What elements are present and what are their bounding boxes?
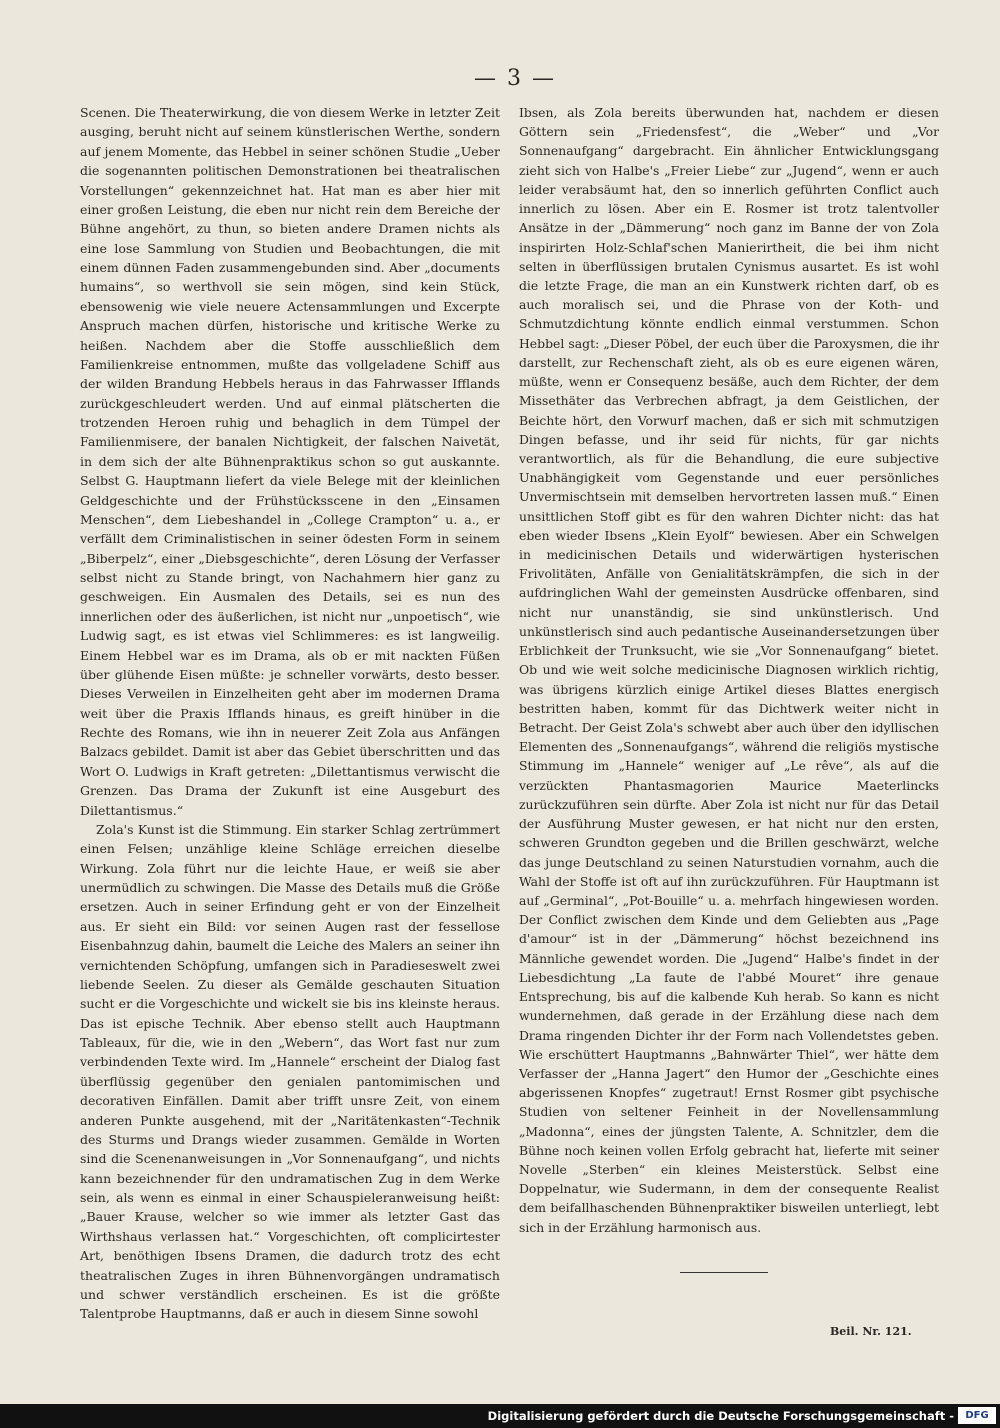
left-column: [80, 103, 500, 1324]
supplement-signature: Beil. Nr. 121.: [830, 1325, 912, 1338]
footer-credit: Digitalisierung gefördert durch die Deutsche Forschungsgemeinschaft -: [487, 1409, 954, 1423]
section-divider: [680, 1272, 768, 1273]
page-number: — 3 —: [474, 66, 556, 91]
right-column: [519, 103, 939, 1237]
dfg-logo-icon: DFG: [958, 1407, 996, 1424]
paragraph: Zola's Kunst ist die Stimmung. Ein starker Schlag zertrümmert einen Felsen; unzählige kleine Schläge erreichen dieselbe Wirkung. Zola führt nur die leichte Haue, er weiß sie aber unermüdlich zu schwingen. Die Masse des Details muß die Größe ersetzen. Auch in seiner Erfindung geht er von der Einzelheit aus. Er sieht ein Bild: vor seinen Augen rast der fessellose Eisenbahnzug dahin, baumelt die Leiche des Malers an seiner ihn vernichtenden Schöpfung, umfangen sich in Paradieseswelt zwei liebende Seelen. Zu dieser als Gemälde geschauten Situation sucht er die Vorgeschichte und wickelt sie bis ins kleinste heraus. Das ist epische Technik. Aber ebenso stellt auch Hauptmann Tableaux, für die, wie in den „Webern“, das Wort fast nur zum verbindenden Texte wird. Im „Hannele“ erscheint der Dialog fast überflüssig gegenüber den genialen pantomimischen und decorativen Einfällen. Damit aber trifft unsre Zeit, von einem anderen Punkte ausgehend, mit der „Naritätenkasten“-Technik des Sturms und Drangs wieder zusammen. Gemälde in Worten sind die Scenenanweisungen in „Vor Sonnenaufgang“, und nichts kann bezeichnender für den undramatischen Zug in dem Werke sein, als wenn es einmal in einer Schauspieleranweisung heißt: „Bauer Krause, welcher so wie immer als letzter Gast das Wirthshaus verlassen hat.“ Vorgeschichten, oft complicirtester Art, benöthigen Ibsens Dramen, die dadurch trotz des echt theatralischen Zuges in ihren Bühnenvorgängen undramatisch und schwer verständlich erscheinen. Es ist die größte Talentprobe Hauptmanns, daß er auch in diesem Sinne sowohl: [80, 821, 500, 1322]
paragraph: Ibsen, als Zola bereits überwunden hat, nachdem er diesen Göttern sein „Friedensfest“, die „Weber“ und „Vor Sonnenaufgang“ dargebracht. Ein ähnlicher Entwicklungsgang zieht sich von Halbe's „Freier Liebe“ zur „Jugend“, wenn er auch leider verabsäumt hat, den so innerlich geführten Conflict auch innerlich zu lösen. Aber ein E. Rosmer ist trotz talentvoller Ansätze in der „Dämmerung“ noch ganz im Banne der von Zola inspirirten Holz-Schlaf'schen Manierirtheit, die bei ihm nicht selten in überflüssigen brutalen Cynismus ausartet. Es ist wohl die letzte Frage, die man an ein Kunstwerk richten darf, ob es auch moralisch sei, und die Phrase von der Koth- und Schmutzdichtung könnte endlich einmal verstummen. Schon Hebbel sagt: „Dieser Pöbel, der euch über die Paroxysmen, die ihr darstellt, zur Rechenschaft zieht, als ob es eure eigenen wären, müßte, wenn er Consequenz besäße, auch dem Richter, der dem Missethäter das Verbrechen abfragt, ja dem Geistlichen, der Beichte hört, den Vorwurf machen, daß er sich mit schmutzigen Dingen befasse, und ihr seid für nichts, für gar nichts verantwortlich, als für die Behandlung, die eure subjective Unabhängigkeit vom Gegenstande und euer persönliches Unvermischtsein mit demselben hervortreten lassen muß.“ Einen unsittlichen Stoff gibt es für den wahren Dichter nicht: das hat eben wieder Ibsens „Klein Eyolf“ bewiesen. Aber ein Schwelgen in medicinischen Details und widerwärtigen hysterischen Frivolitäten, Anfälle von Genialitätskrämpfen, die sich in der aufdringlichen Wahl der gemeinsten Ausdrücke offenbaren, sind nicht nur unanständig, sie sind unkünstlerisch. Und unkünstlerisch sind auch pedantische Auseinandersetzungen über Erblichkeit der Trunksucht, wie sie „Vor Sonnenaufgang“ bietet. Ob und wie weit solche medicinische Diagnosen wirklich richtig, was übrigens kürzlich einige Artikel dieses Blattes energisch bestritten haben, kommt für das Dichtwerk weiter nicht in Betracht. Der Geist Zola's schwebt aber auch über den idyllischen Elementen des „Sonnenaufgangs“, während die religiös mystische Stimmung im „Hannele“ weniger auf „Le rêve“, als auf die verzückten Phantasmagorien Maurice Maeterlincks zurückzuführen sein dürfte. Aber Zola ist nicht nur für das Detail der Ausführung Muster gewesen, er hat nicht nur den ersten, schweren Grundton gegeben und die Brillen geschwärzt, welche das junge Deutschland zu seinen Naturstudien vornahm, auch die Wahl der Stoffe ist oft auf ihn zurückzuführen. Für Hauptmann ist auf „Germinal“, „Pot-Bouille“ u. a. mehrfach hingewiesen worden. Der Conflict zwischen dem Kinde und dem Geliebten aus „Page d'amour“ ist in der „Dämmerung“ höchst bezeichnend ins Männliche gewendet worden. Die „Jugend“ Halbe's findet in der Liebesdichtung „La faute de l'abbé Mouret“ ihre genaue Entsprechung, bis auf die kalbende Kuh herab. So kann es nicht wundernehmen, daß gerade in der Erzählung diese nach dem Drama ringenden Dichter ihr der Form nach Vollendetstes geben. Wie erschüttert Hauptmanns „Bahnwärter Thiel“, wer hätte dem Verfasser der „Hanna Jagert“ den Humor der „Geschichte eines abgerissenen Knopfes“ zugetraut! Ernst Rosmer gibt psychische Studien von seltener Feinheit in der Novellensammlung „Madonna“, eines der jüngsten Talente, A. Schnitzler, dem die Bühne noch keinen vollen Erfolg gebracht hat, lieferte mit seiner Novelle „Sterben“ ein kleines Meisterstück. Selbst eine Doppelnatur, wie Sudermann, in dem der consequente Realist dem beifallhaschenden Bühnenpraktiker bisweilen unterliegt, lebt sich in der Erzählung harmonisch aus.: [519, 105, 939, 1235]
digitization-footer: [0, 1404, 1000, 1428]
paragraph: Scenen. Die Theaterwirkung, die von diesem Werke in letzter Zeit ausging, beruht nicht auf seinem künstlerischen Werthe, sondern auf jenem Momente, das Hebbel in seiner schönen Studie „Ueber die sogenannten politischen Demonstrationen bei theatralischen Vorstellungen“ gekennzeichnet hat. Hat man es aber hier mit einer großen Leistung, die eben nur nicht rein dem Bereiche der Bühne angehört, zu thun, so bieten andere Dramen nichts als eine lose Sammlung von Studien und Beobachtungen, die mit einem dünnen Faden zusammengebunden sind. Aber „documents humains“, so werthvoll sie sein mögen, sind kein Stück, ebensowenig wie viele neuere Actensammlungen und Excerpte Anspruch machen dürfen, historische und kritische Werke zu heißen. Nachdem aber die Stoffe ausschließlich dem Familienkreise entnommen, mußte das vollgeladene Schiff aus der wilden Brandung Hebbels heraus in das Fahrwasser Ifflands zurückgeschleudert werden. Und auf einmal plätscherten die trotzenden Heroen ruhig und behaglich in dem Tümpel der Familienmisere, der banalen Nichtigkeit, der falschen Naivetät, in dem sich der alte Bühnenpraktikus schon so gut auskannte. Selbst G. Hauptmann liefert da viele Belege mit der kleinlichen Geldgeschichte und der Frühstücksscene in den „Einsamen Menschen“, dem Liebeshandel in „College Crampton“ u. a., er verfällt dem Criminalistischen in seiner ödesten Form in seinem „Biberpelz“, einer „Diebsgeschichte“, deren Lösung der Verfasser selbst nicht zu Stande bringt, von Nachahmern hier ganz zu geschweigen. Ein Ausmalen des Details, sei es nun des innerlichen oder des äußerlichen, ist nicht nur „unpoetisch“, wie Ludwig sagt, es ist etwas viel Schlimmeres: es ist langweilig. Einem Hebbel war es im Drama, als ob er mit nackten Füßen über glühende Eisen müßte: je schneller vorwärts, desto besser. Dieses Verweilen in Einzelheiten geht aber im modernen Drama weit über die Praxis Ifflands hinaus, es greift hinüber in die Rechte des Romans, wie ihn in neuerer Zeit Zola aus Anfängen Balzacs gebildet. Damit ist aber das Gebiet überschritten und das Wort O. Ludwigs in Kraft getreten: „Dilettantismus verwischt die Grenzen. Das Drama der Zukunft ist eine Ausgeburt des Dilettantismus.“: [80, 105, 500, 818]
